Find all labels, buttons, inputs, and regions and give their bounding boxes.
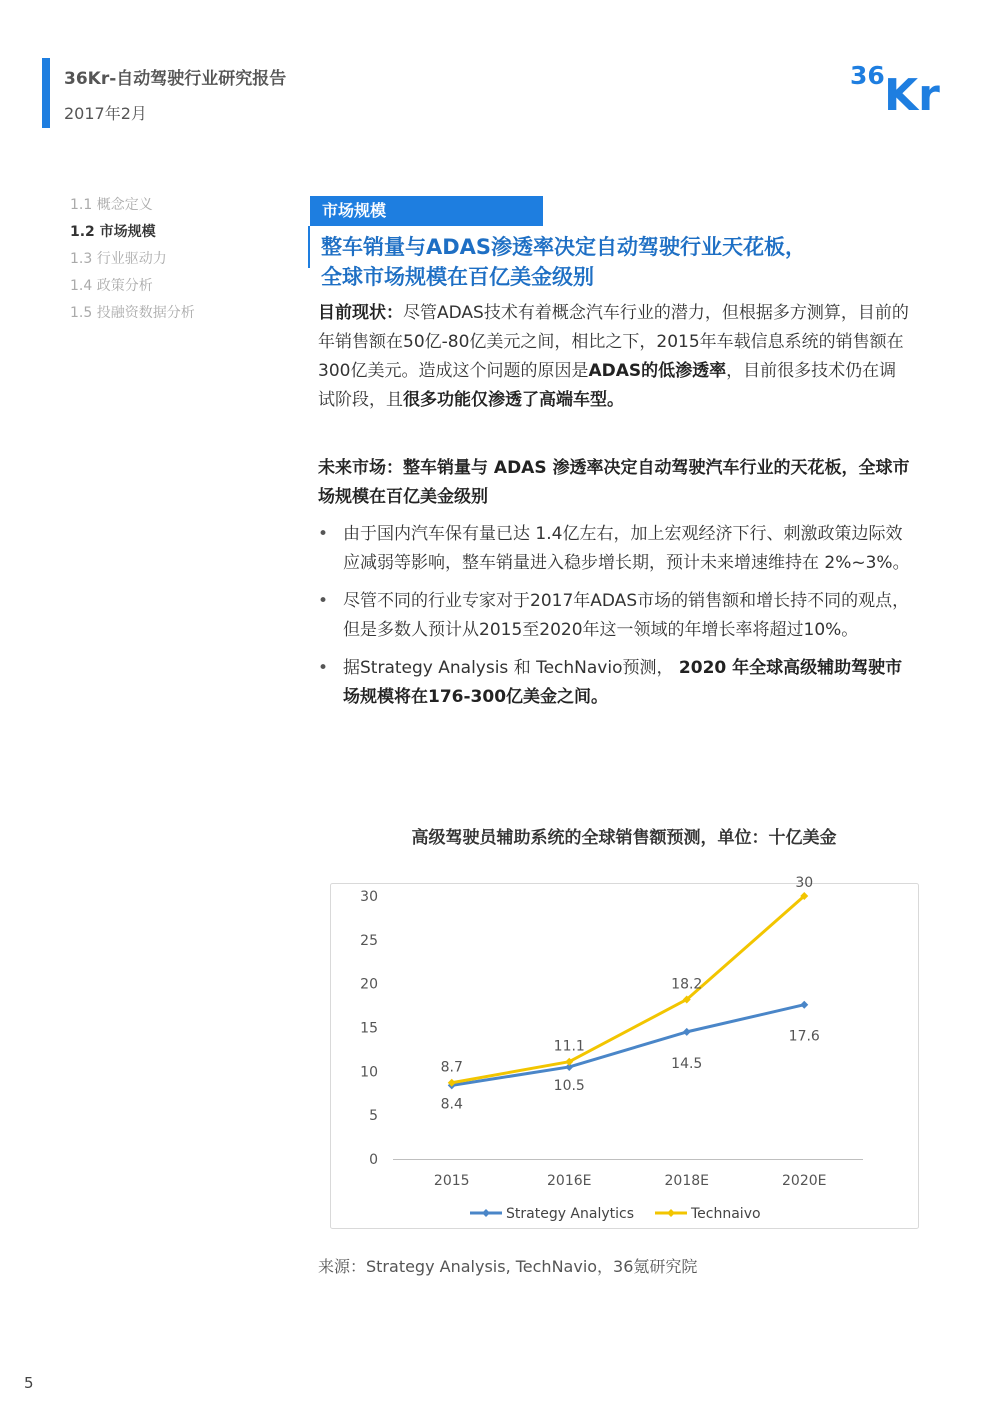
bullet-3-bold: 2020 年全球高级辅助驾驶市场规模将在176-300亿美金之间。 bbox=[343, 658, 903, 707]
current-status-paragraph bbox=[318, 299, 910, 415]
svg-text:36: 36 bbox=[850, 61, 885, 90]
report-date: 2017年2月 bbox=[64, 104, 147, 123]
page-number: 5 bbox=[24, 1374, 34, 1392]
toc-item-5[interactable]: 1.5 投融资数据分析 bbox=[70, 305, 195, 321]
data-label: 10.5 bbox=[553, 1077, 585, 1094]
data-label: 30 bbox=[795, 875, 814, 891]
bullet-item-1: • 由于国内汽车保有量已达 1.4亿左右，加上宏观经济下行、刺激政策边际效应减弱等影响，整车销量进入稳步增长期，预计未来增速维持在 2%~3%。 bbox=[318, 520, 910, 578]
bullet-list bbox=[318, 520, 910, 721]
chart-frame bbox=[331, 884, 919, 1229]
current-status-bold-1: ADAS的低渗透率 bbox=[588, 361, 727, 381]
y-tick-label: 10 bbox=[360, 1064, 378, 1081]
bullet-3-text: 据Strategy Analysis 和 TechNavio预测， bbox=[343, 658, 674, 678]
toc-item-2[interactable]: 1.2 市场规模 bbox=[70, 224, 156, 240]
data-label: 17.6 bbox=[788, 1028, 820, 1045]
y-tick-label: 15 bbox=[360, 1020, 378, 1037]
x-tick-label: 2018E bbox=[664, 1173, 709, 1189]
data-point-marker bbox=[800, 1001, 808, 1009]
headline-line-2: 全球市场规模在百亿美金级别 bbox=[321, 265, 594, 289]
data-point-marker bbox=[683, 1028, 691, 1036]
report-title: 36Kr-自动驾驶行业研究报告 bbox=[64, 69, 287, 89]
svg-text:Kr: Kr bbox=[884, 70, 940, 116]
logo-36kr bbox=[848, 56, 954, 116]
table-of-contents bbox=[70, 195, 195, 330]
y-tick-label: 0 bbox=[369, 1152, 378, 1168]
x-tick-label: 2016E bbox=[547, 1173, 592, 1189]
bullet-item-2: • 尽管不同的行业专家对于2017年ADAS市场的销售额和增长持不同的观点，但是多数人预计从2015至2020年这一领域的年增长率将超过10%。 bbox=[318, 587, 910, 645]
future-market-heading bbox=[318, 454, 910, 512]
toc-item-4[interactable]: 1.4 政策分析 bbox=[70, 278, 153, 294]
headline-line-1: 整车销量与ADAS渗透率决定自动驾驶行业天花板， bbox=[321, 235, 807, 259]
future-market-heading-text: 未来市场：整车销量与 ADAS 渗透率决定自动驾驶汽车行业的天花板，全球市场规模在百亿美金级别 bbox=[318, 458, 910, 507]
y-tick-label: 30 bbox=[360, 889, 378, 905]
current-status-bold-2: 很多功能仅渗透了高端车型。 bbox=[403, 390, 624, 410]
section-tag: 市场规模 bbox=[310, 196, 543, 226]
toc-item-3[interactable]: 1.3 行业驱动力 bbox=[70, 251, 167, 267]
data-label: 8.4 bbox=[440, 1096, 463, 1113]
data-label: 18.2 bbox=[671, 976, 703, 993]
x-tick-label: 2015 bbox=[433, 1173, 470, 1189]
current-status-label: 目前现状： bbox=[318, 303, 403, 323]
current-status-text-1: 尽管ADAS技术有着概念汽车行业的潜力，但根据多方测算，目前的年销售额在50亿-80亿美元之间，相比之下，2015年车载信息系统的销售额在300亿美元。造成这个问题的原因是 bbox=[318, 303, 909, 381]
data-label: 14.5 bbox=[671, 1055, 703, 1072]
toc-item-1[interactable]: 1.1 概念定义 bbox=[70, 197, 153, 213]
logo-36-glyph bbox=[850, 61, 885, 90]
legend-label-1: Strategy Analytics bbox=[506, 1206, 635, 1222]
y-tick-label: 5 bbox=[369, 1108, 378, 1125]
section-accent-line bbox=[308, 226, 310, 268]
section-headline bbox=[321, 232, 921, 292]
logo-kr-glyph bbox=[884, 70, 940, 116]
legend-label-2: Technaivo bbox=[691, 1206, 761, 1222]
data-label: 11.1 bbox=[553, 1038, 585, 1055]
header-accent-bar bbox=[42, 58, 50, 128]
legend-marker-2 bbox=[667, 1209, 675, 1217]
legend-marker-1 bbox=[482, 1209, 490, 1217]
line-chart bbox=[330, 815, 920, 1235]
x-tick-label: 2020E bbox=[782, 1173, 827, 1189]
chart-title: 高级驾驶员辅助系统的全球销售额预测，单位：十亿美金 bbox=[411, 828, 837, 848]
source-note: 来源：Strategy Analysis, TechNavio，36氪研究院 bbox=[318, 1257, 698, 1276]
data-label: 8.7 bbox=[440, 1059, 463, 1076]
series-line-2 bbox=[452, 896, 805, 1083]
y-tick-label: 25 bbox=[360, 932, 378, 949]
bullet-item-3 bbox=[318, 654, 910, 712]
current-status-text-2: ，目前很多技术仍在调试阶段，且 bbox=[318, 361, 897, 410]
y-tick-label: 20 bbox=[360, 976, 378, 993]
